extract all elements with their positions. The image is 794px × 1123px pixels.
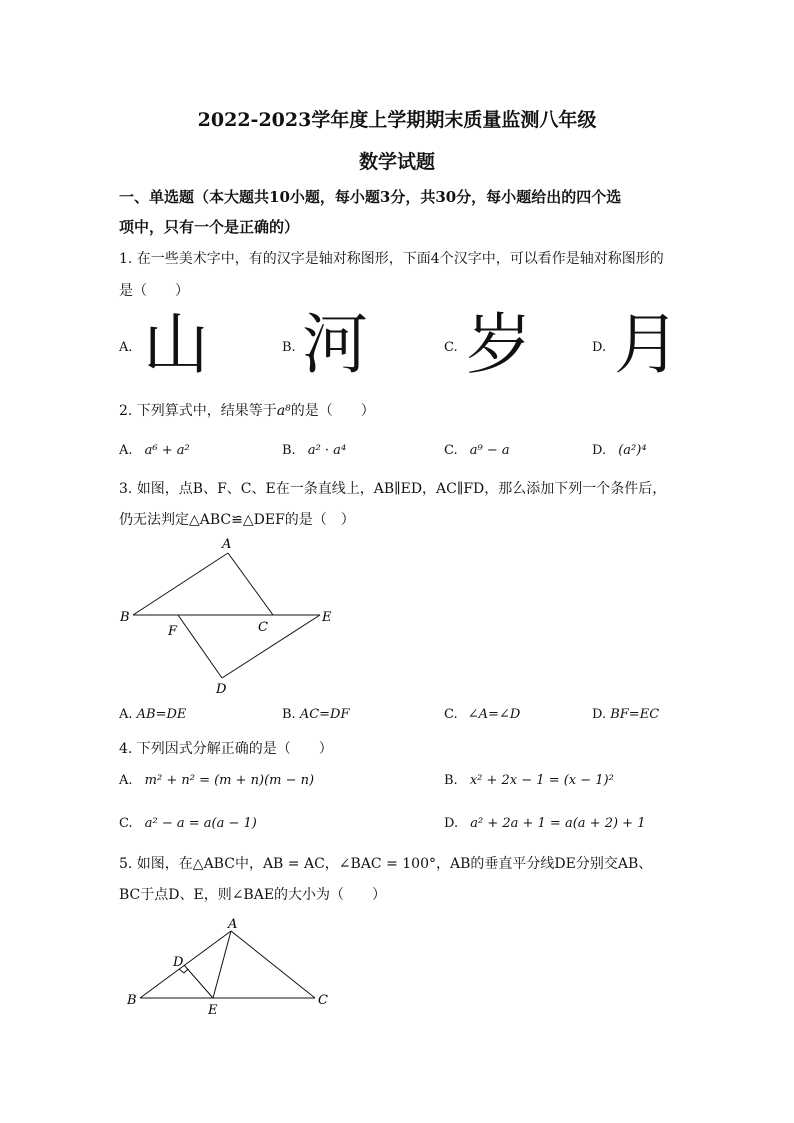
q2-option-a-label: A. (119, 443, 133, 458)
q1-option-c-label: C. (444, 340, 458, 355)
q4-option-a-text: m² + n² = (m + n)(m − n) (144, 773, 315, 788)
q2-option-c (444, 443, 510, 458)
q5-segment-ba (140, 931, 231, 998)
section-heading-line1: 一、单选题（本大题共10小题，每小题3分，共30分，每小题给出的四个选 (119, 188, 622, 206)
q1-option-a-char: 山 (143, 306, 209, 383)
q3-option-b-label: B. (282, 707, 296, 722)
q5-label-b: B (127, 993, 137, 1008)
q5-stem-line1: 5. 如图，在△ABC中，AB = AC，∠BAC = 100°，AB的垂直平分线DE分别交AB、 (119, 856, 653, 872)
q1-option-d-label: D. (592, 340, 607, 355)
q4-option-c-label: C. (119, 816, 133, 831)
q3-option-d-label: D. (592, 707, 607, 722)
q2-option-d-label: D. (592, 443, 607, 458)
q4-option-c-text: a² − a = a(a − 1) (144, 816, 257, 831)
q2-stem-text: 2. 下列算式中，结果等于 (119, 403, 277, 419)
q4-option-d (444, 816, 645, 831)
q3-segment-ab (133, 553, 228, 615)
q1-option-b-char: 河 (302, 306, 368, 383)
q5-label-a: A (228, 918, 238, 932)
q1-stem-line1: 1. 在一些美术字中，有的汉字是轴对称图形，下面4个汉字中，可以看作是轴对称图形的 (119, 251, 664, 267)
q3-label-c: C (258, 620, 268, 635)
page-subtitle: 数学试题 (358, 151, 435, 173)
q3-segment-ac (228, 553, 273, 615)
q5-label-e: E (208, 1003, 218, 1018)
q4-option-c (119, 816, 257, 831)
page-title: 2022-2023学年度上学期期末质量监测八年级 (197, 109, 597, 131)
q2-option-d (592, 443, 647, 458)
q3-option-d (592, 707, 659, 722)
q4-stem: 4. 下列因式分解正确的是（ ） (119, 741, 333, 757)
q2-option-b-label: B. (282, 443, 296, 458)
q2-option-c-text: a⁹ − a (469, 443, 510, 458)
q5-segment-ac (231, 931, 315, 998)
q4-option-b-label: B. (444, 773, 458, 788)
q3-segment-fd (178, 615, 222, 678)
q5-stem-line2: BC于点D、E，则∠BAE的大小为（ ） (119, 887, 387, 903)
q2-option-c-label: C. (444, 443, 458, 458)
q5-segment-de (184, 965, 213, 998)
q2-option-b (282, 443, 346, 458)
q3-label-f: F (168, 624, 178, 639)
q4-option-d-label: D. (444, 816, 459, 831)
q3-option-d-text: BF=EC (610, 707, 660, 722)
q3-option-b-text: AC=DF (299, 707, 350, 722)
q1-option-b-label: B. (282, 340, 296, 355)
q3-option-b (282, 707, 350, 722)
q4-option-b-text: x² + 2x − 1 = (x − 1)² (469, 773, 614, 788)
q2-option-a (119, 443, 190, 458)
q1-option-c-char: 岁 (466, 306, 532, 383)
q5-segment-ae (213, 931, 231, 998)
q2-stem-end: 的是（ ） (290, 403, 375, 419)
q5-figure (118, 918, 338, 1023)
q3-stem-line2: 仍无法判定△ABC≌△DEF的是（ ） (119, 512, 355, 528)
q2-option-d-text: (a²)⁴ (618, 443, 647, 458)
q2-option-a-text: a⁶ + a² (144, 443, 190, 458)
q5-label-c: C (318, 993, 328, 1008)
q1-option-d-char: 月 (614, 306, 680, 383)
q5-label-d: D (173, 955, 184, 970)
q3-option-a-label: A. (119, 707, 133, 722)
q4-option-a-label: A. (119, 773, 133, 788)
q3-option-a (119, 707, 186, 722)
section-heading-line2: 项中，只有一个是正确的） (119, 218, 300, 236)
q3-option-c-label: C. (444, 707, 458, 722)
q3-label-e: E (322, 610, 332, 625)
q3-label-a: A (222, 537, 232, 552)
q3-option-a-text: AB=DE (136, 707, 187, 722)
q3-label-d: D (216, 682, 227, 697)
q4-option-b (444, 773, 614, 788)
q1-stem-line2: 是（ ） (119, 283, 189, 299)
q2-option-b-text: a² · a⁴ (307, 443, 347, 458)
q3-label-b: B (120, 610, 130, 625)
q4-option-d-text: a² + 2a + 1 = a(a + 2) + 1 (470, 816, 646, 831)
q2-stem (119, 400, 375, 420)
q3-option-c-text: ∠A=∠D (467, 707, 521, 722)
q3-figure (110, 530, 350, 700)
q4-option-a (119, 773, 314, 788)
q2-stem-expr: a⁸ (276, 403, 291, 419)
q3-stem-line1: 3. 如图，点B、F、C、E在一条直线上，AB∥ED，AC∥FD，那么添加下列一个条件后， (119, 481, 667, 497)
q1-option-a-label: A. (119, 340, 133, 355)
q3-segment-de (222, 615, 320, 678)
q3-option-c (444, 707, 520, 722)
